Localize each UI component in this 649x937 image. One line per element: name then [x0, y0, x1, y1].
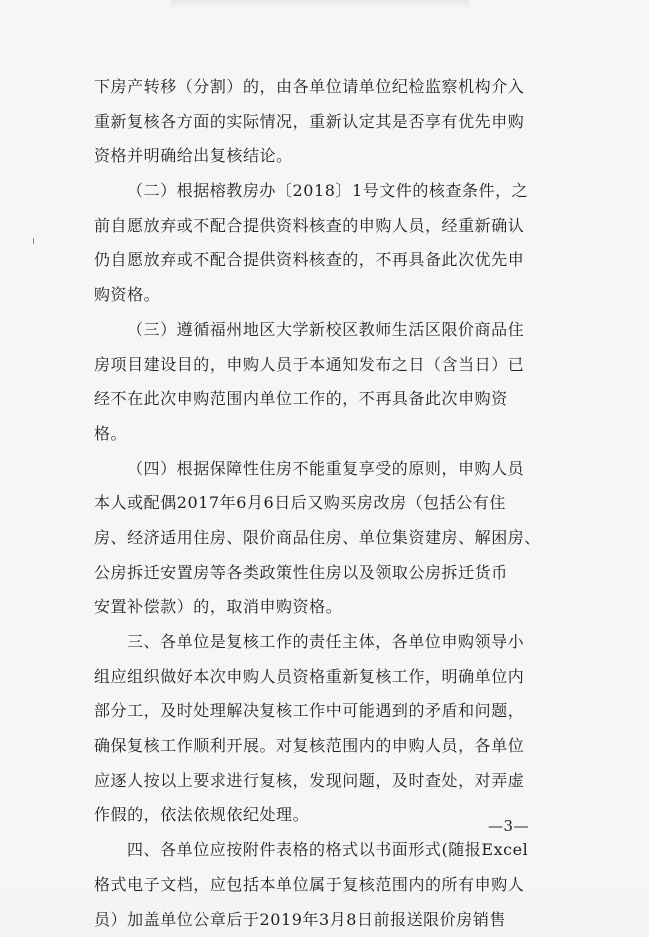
text-line: 房、经济适用住房、限价商品住房、单位集资建房、解困房、 — [94, 521, 556, 556]
text-line: 确保复核工作顺利开展。对复核范围内的申购人员，各单位 — [94, 729, 556, 764]
scan-top-shadow — [170, 0, 470, 10]
text-line: 购资格。 — [94, 278, 556, 313]
text-line: 安置补偿款）的，取消申购资格。 — [94, 590, 556, 625]
text-line: 四、各单位应按附件表格的格式以书面形式(随报Excel — [94, 833, 556, 868]
text-line: 资格并明确给出复核结论。 — [94, 139, 556, 174]
text-line: 应逐人按以上要求进行复核，发现问题，及时查处，对弄虚 — [94, 764, 556, 799]
text-line: 公房拆迁安置房等各类政策性住房以及领取公房拆迁货币 — [94, 556, 556, 591]
text-line: 部分工，及时处理解决复核工作中可能遇到的矛盾和问题， — [94, 694, 556, 729]
scan-mark — [33, 238, 34, 244]
continued-paragraph — [94, 70, 556, 174]
document-body — [94, 70, 556, 937]
text-line: 重新复核各方面的实际情况，重新认定其是否享有优先申购 — [94, 105, 556, 140]
text-line: 经不在此次申购范围内单位工作的，不再具备此次申购资 — [94, 382, 556, 417]
paragraph-item-4 — [94, 452, 556, 625]
text-line: 三、各单位是复核工作的责任主体，各单位申购领导小 — [94, 625, 556, 660]
text-line: 房项目建设目的，申购人员于本通知发布之日（含当日）已 — [94, 348, 556, 383]
text-line: 作假的，依法依规依纪处理。 — [94, 798, 556, 833]
text-line: 下房产转移（分割）的，由各单位请单位纪检监察机构介入 — [94, 70, 556, 105]
text-line: 前自愿放弃或不配合提供资料核查的申购人员，经重新确认 — [94, 209, 556, 244]
text-line: 格。 — [94, 417, 556, 452]
text-line: 组应组织做好本次申购人员资格重新复核工作，明确单位内 — [94, 660, 556, 695]
paragraph-section-4 — [94, 833, 556, 937]
paragraph-item-2 — [94, 174, 556, 313]
paragraph-section-3 — [94, 625, 556, 833]
paragraph-item-3 — [94, 313, 556, 452]
text-line: 格式电子文档，应包括本单位属于复核范围内的所有申购人 — [94, 868, 556, 903]
text-line: （四）根据保障性住房不能重复享受的原则，申购人员 — [94, 452, 556, 487]
text-line: 本人或配偶2017年6月6日后又购买房改房（包括公有住 — [94, 486, 556, 521]
text-line: 员）加盖单位公章后于2019年3月8日前报送限价房销售 — [94, 903, 556, 937]
text-line: （三）遵循福州地区大学新校区教师生活区限价商品住 — [94, 313, 556, 348]
page-number: —3— — [488, 817, 529, 835]
text-line: （二）根据榕教房办〔2018〕1号文件的核查条件，之 — [94, 174, 556, 209]
text-line: 仍自愿放弃或不配合提供资料核查的，不再具备此次优先申 — [94, 243, 556, 278]
